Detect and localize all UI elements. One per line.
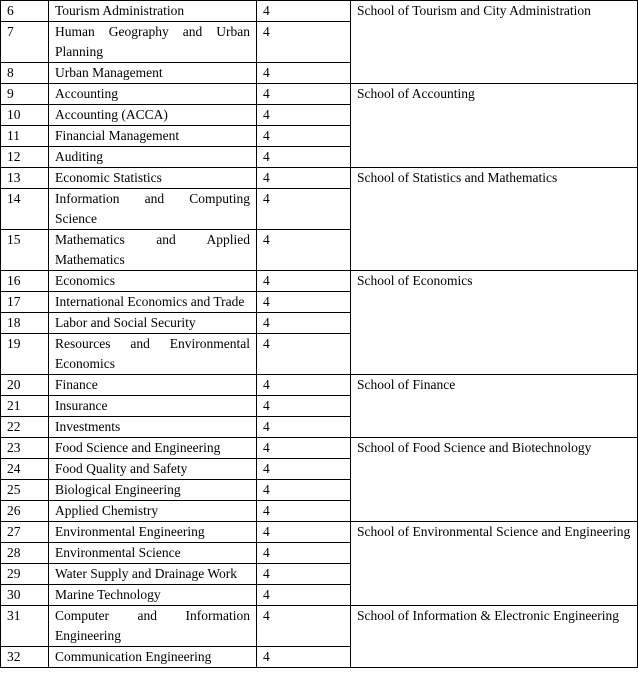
- major-name: Tourism Administration: [49, 1, 257, 22]
- table-row: [1, 1, 638, 22]
- row-number: 7: [1, 22, 49, 63]
- row-number: 10: [1, 105, 49, 126]
- program-length: 4: [257, 438, 351, 459]
- row-number: 16: [1, 271, 49, 292]
- program-length: 4: [257, 585, 351, 606]
- major-name: Applied Chemistry: [49, 501, 257, 522]
- program-length: 4: [257, 334, 351, 375]
- row-number: 9: [1, 84, 49, 105]
- program-length: 4: [257, 543, 351, 564]
- row-number: 32: [1, 647, 49, 668]
- program-length: 4: [257, 147, 351, 168]
- major-name: Economics: [49, 271, 257, 292]
- program-length: 4: [257, 105, 351, 126]
- school-name: School of Accounting: [351, 84, 638, 168]
- row-number: 19: [1, 334, 49, 375]
- major-name: Resources and Environmental Economics: [49, 334, 257, 375]
- row-number: 17: [1, 292, 49, 313]
- major-name: Environmental Engineering: [49, 522, 257, 543]
- program-length: 4: [257, 230, 351, 271]
- major-name: Computer and Information Engineering: [49, 606, 257, 647]
- row-number: 26: [1, 501, 49, 522]
- row-number: 13: [1, 168, 49, 189]
- program-length: 4: [257, 480, 351, 501]
- major-name: Accounting (ACCA): [49, 105, 257, 126]
- major-name: Food Quality and Safety: [49, 459, 257, 480]
- school-name: School of Information & Electronic Engineering: [351, 606, 638, 668]
- program-length: 4: [257, 606, 351, 647]
- major-name: Human Geography and Urban Planning: [49, 22, 257, 63]
- program-length: 4: [257, 522, 351, 543]
- program-length: 4: [257, 313, 351, 334]
- school-name: School of Finance: [351, 375, 638, 438]
- program-length: 4: [257, 63, 351, 84]
- major-name: Marine Technology: [49, 585, 257, 606]
- major-name: Mathematics and Applied Mathematics: [49, 230, 257, 271]
- row-number: 30: [1, 585, 49, 606]
- major-name: Financial Management: [49, 126, 257, 147]
- row-number: 24: [1, 459, 49, 480]
- major-name: International Economics and Trade: [49, 292, 257, 313]
- program-length: 4: [257, 501, 351, 522]
- row-number: 14: [1, 189, 49, 230]
- major-name: Economic Statistics: [49, 168, 257, 189]
- row-number: 29: [1, 564, 49, 585]
- row-number: 28: [1, 543, 49, 564]
- row-number: 23: [1, 438, 49, 459]
- program-length: 4: [257, 396, 351, 417]
- row-number: 6: [1, 1, 49, 22]
- major-name: Environmental Science: [49, 543, 257, 564]
- major-name: Auditing: [49, 147, 257, 168]
- major-name: Investments: [49, 417, 257, 438]
- major-name: Food Science and Engineering: [49, 438, 257, 459]
- program-length: 4: [257, 168, 351, 189]
- row-number: 22: [1, 417, 49, 438]
- program-length: 4: [257, 126, 351, 147]
- row-number: 21: [1, 396, 49, 417]
- table-row: [1, 168, 638, 189]
- school-name: School of Economics: [351, 271, 638, 375]
- major-name: Biological Engineering: [49, 480, 257, 501]
- program-length: 4: [257, 292, 351, 313]
- table-row: [1, 375, 638, 396]
- program-length: 4: [257, 417, 351, 438]
- school-name: School of Environmental Science and Engineering: [351, 522, 638, 606]
- major-name: Communication Engineering: [49, 647, 257, 668]
- row-number: 8: [1, 63, 49, 84]
- program-length: 4: [257, 189, 351, 230]
- program-length: 4: [257, 647, 351, 668]
- program-length: 4: [257, 84, 351, 105]
- row-number: 25: [1, 480, 49, 501]
- row-number: 27: [1, 522, 49, 543]
- major-name: Water Supply and Drainage Work: [49, 564, 257, 585]
- row-number: 20: [1, 375, 49, 396]
- program-length: 4: [257, 1, 351, 22]
- major-name: Urban Management: [49, 63, 257, 84]
- row-number: 31: [1, 606, 49, 647]
- row-number: 12: [1, 147, 49, 168]
- major-name: Accounting: [49, 84, 257, 105]
- row-number: 11: [1, 126, 49, 147]
- major-name: Insurance: [49, 396, 257, 417]
- program-length: 4: [257, 375, 351, 396]
- major-name: Finance: [49, 375, 257, 396]
- table-row: [1, 522, 638, 543]
- program-length: 4: [257, 459, 351, 480]
- table-row: [1, 271, 638, 292]
- school-name: School of Food Science and Biotechnology: [351, 438, 638, 522]
- school-name: School of Tourism and City Administration: [351, 1, 638, 84]
- table-row: [1, 438, 638, 459]
- major-name: Information and Computing Science: [49, 189, 257, 230]
- program-length: 4: [257, 22, 351, 63]
- program-length: 4: [257, 271, 351, 292]
- row-number: 18: [1, 313, 49, 334]
- table-row: [1, 606, 638, 647]
- major-name: Labor and Social Security: [49, 313, 257, 334]
- table-row: [1, 84, 638, 105]
- row-number: 15: [1, 230, 49, 271]
- program-length: 4: [257, 564, 351, 585]
- majors-table-body: [1, 1, 638, 668]
- school-name: School of Statistics and Mathematics: [351, 168, 638, 271]
